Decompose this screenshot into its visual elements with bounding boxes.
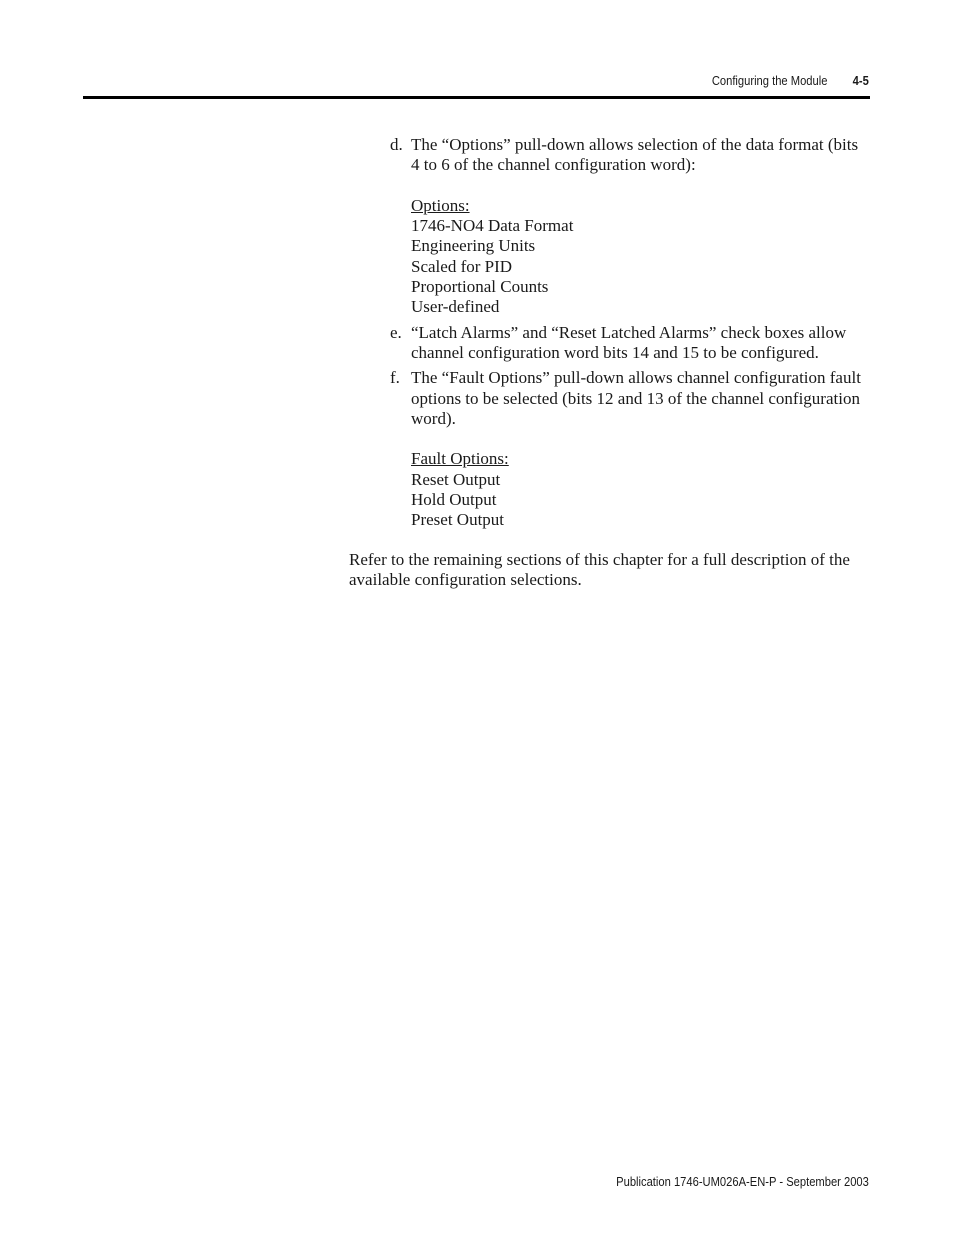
fault-option-item: Hold Output <box>411 490 497 510</box>
options-heading: Options: <box>411 195 470 215</box>
list-marker: f. <box>390 368 400 388</box>
publication-footer: Publication 1746-UM026A-EN-P - September 2003 <box>616 1174 869 1189</box>
option-item: Proportional Counts <box>411 277 549 297</box>
fault-options-heading: Fault Options: <box>411 449 509 469</box>
option-item: 1746-NO4 Data Format <box>411 216 574 236</box>
fault-option-item: Preset Output <box>411 510 505 530</box>
closing-paragraph: Refer to the remaining sections of this chapter for a full description of the available configuration selections. <box>349 550 850 590</box>
page-number: 4-5 <box>852 73 869 88</box>
option-item: Engineering Units <box>411 236 536 256</box>
running-header-section: Configuring the Module <box>711 73 827 88</box>
fault-options-list <box>411 449 870 530</box>
fault-option-item: Reset Output <box>411 469 501 489</box>
list-marker: d. <box>390 135 403 154</box>
list-item-text: The “Fault Options” pull-down allows channel configuration fault options to be selected (bits 12 and 13 of the channel configuration word). <box>411 368 861 428</box>
header-rule <box>83 96 870 99</box>
list-item-text: The “Options” pull-down allows selection of the data format (bits 4 to 6 of the channel configuration word): <box>411 135 859 175</box>
list-item-f <box>390 368 870 530</box>
list-item-e <box>390 323 870 364</box>
list-item-d <box>390 135 870 318</box>
list-marker: e. <box>390 322 402 342</box>
options-list <box>411 196 870 318</box>
configuration-list <box>390 135 870 536</box>
option-item: User-defined <box>411 297 500 317</box>
option-item: Scaled for PID <box>411 256 513 276</box>
list-item-text: “Latch Alarms” and “Reset Latched Alarms” check boxes allow channel configuration word bits 14 and 15 to be configured. <box>411 322 847 362</box>
